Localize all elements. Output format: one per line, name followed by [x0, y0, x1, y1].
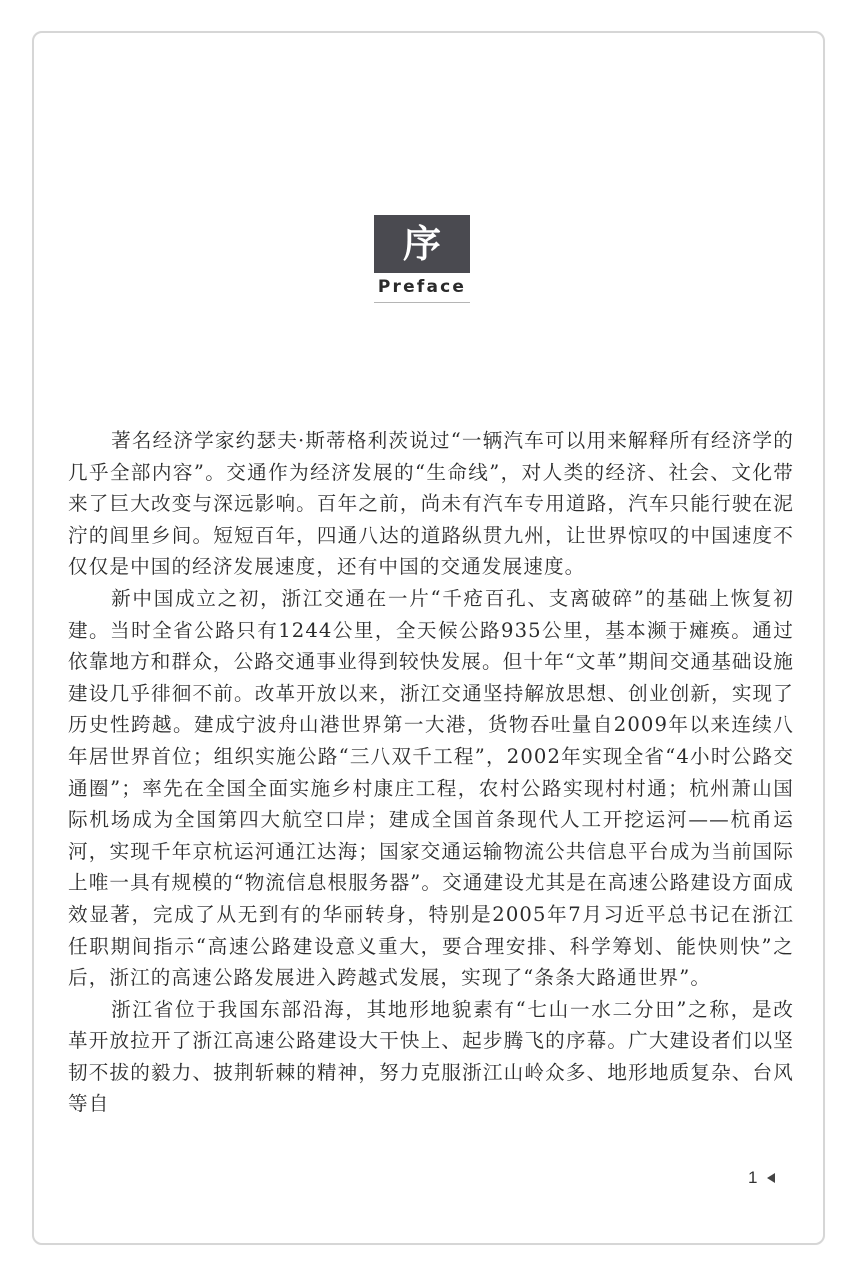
- body-text: [68, 425, 794, 1120]
- paragraph: 新中国成立之初，浙江交通在一片“千疮百孔、支离破碎”的基础上恢复初建。当时全省公路只有1244公里，全天候公路935公里，基本濒于瘫痪。通过依靠地方和群众，公路交通事业得到较快发展。但十年“文革”期间交通基础设施建设几乎徘徊不前。改革开放以来，浙江交通坚持解放思想、创业创新，实现了历史性跨越。建成宁波舟山港世界第一大港，货物吞吐量自2009年以来连续八年居世界首位；组织实施公路“三八双千工程”，2002年实现全省“4小时公路交通圈”；率先在全国全面实施乡村康庄工程，农村公路实现村村通；杭州萧山国际机场成为全国第四大航空口岸；建成全国首条现代人工开挖运河——杭甬运河，实现千年京杭运河通江达海；国家交通运输物流公共信息平台成为当前国际上唯一具有规模的“物流信息根服务器”。交通建设尤其是在高速公路建设方面成效显著，完成了从无到有的华丽转身，特别是2005年7月习近平总书记在浙江任职期间指示“高速公路建设意义重大，要合理安排、科学筹划、能快则快”之后，浙江的高速公路发展进入跨越式发展，实现了“条条大路通世界”。: [68, 586, 794, 990]
- page-number-marker: [748, 1168, 775, 1188]
- title-subtitle: Preface: [377, 277, 467, 297]
- title-underline: [374, 302, 470, 303]
- paragraph: 浙江省位于我国东部沿海，其地形地貌素有“七山一水二分田”之称，是改革开放拉开了浙江高速公路建设大干快上、起步腾飞的序幕。广大建设者们以坚韧不拔的毅力、披荆斩棘的精神，努力克服浙江山岭众多、地形地质复杂、台风等自: [68, 997, 794, 1116]
- page-number: 1: [748, 1168, 758, 1187]
- left-triangle-icon: [767, 1173, 775, 1183]
- title-character: 序: [402, 221, 441, 266]
- title-box: [374, 215, 470, 273]
- paragraph: 著名经济学家约瑟夫·斯蒂格利茨说过“一辆汽车可以用来解释所有经济学的几乎全部内容”。交通作为经济发展的“生命线”，对人类的经济、社会、文化带来了巨大改变与深远影响。百年之前，尚未有汽车专用道路，汽车只能行驶在泥泞的闾里乡间。短短百年，四通八达的道路纵贯九州，让世界惊叹的中国速度不仅仅是中国的经济发展速度，还有中国的交通发展速度。: [68, 429, 794, 579]
- preface-title-block: [374, 215, 470, 303]
